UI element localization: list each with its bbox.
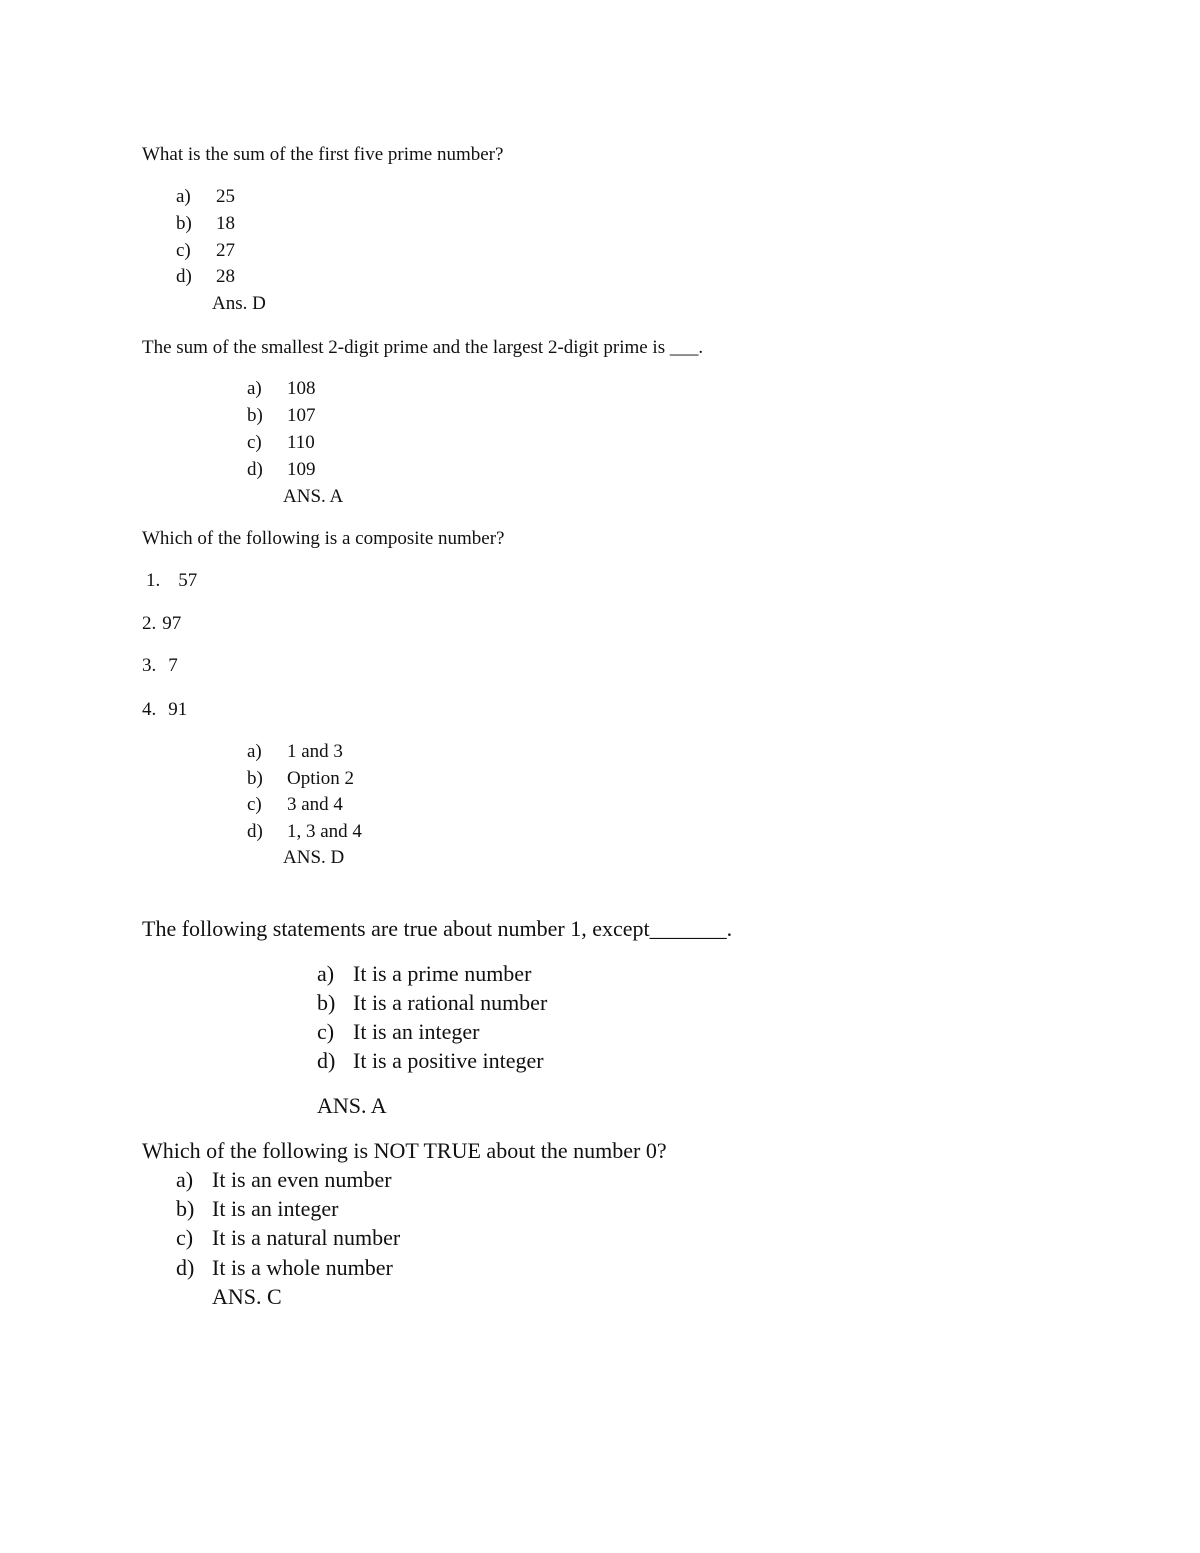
- question-4-option-a: [317, 963, 531, 985]
- option-letter: b): [176, 1196, 195, 1221]
- item-text: 97: [162, 613, 182, 634]
- question-5-text: Which of the following is NOT TRUE about the number 0?: [142, 1138, 667, 1163]
- question-3-option-b: [247, 769, 354, 788]
- option-letter: b): [317, 990, 336, 1015]
- question-4-option-d: [317, 1050, 544, 1072]
- option-letter: d): [317, 1048, 336, 1073]
- option-text: It is a prime number: [353, 961, 532, 986]
- option-letter: b): [247, 405, 263, 426]
- option-text: It is a rational number: [353, 990, 548, 1015]
- option-text: 27: [216, 240, 235, 261]
- question-3-option-a: [247, 742, 343, 761]
- question-3-option-c: [247, 795, 343, 814]
- option-letter: a): [317, 961, 335, 986]
- question-1-answer: Ans. D: [212, 293, 266, 314]
- question-1-text: What is the sum of the first five prime number?: [142, 144, 504, 165]
- option-text: 109: [287, 459, 316, 480]
- question-2-answer: ANS. A: [283, 486, 344, 507]
- item-text: 7: [168, 655, 178, 676]
- option-letter: c): [317, 1019, 335, 1044]
- question-1-option-c: [176, 241, 235, 260]
- option-letter: d): [176, 1255, 195, 1280]
- item-number: 3.: [142, 655, 157, 676]
- option-text: 18: [216, 213, 235, 234]
- option-letter: c): [176, 1225, 194, 1250]
- option-letter: c): [176, 240, 191, 261]
- option-letter: b): [176, 213, 192, 234]
- option-text: 107: [287, 405, 316, 426]
- option-letter: d): [247, 821, 263, 842]
- option-text: It is a positive integer: [353, 1048, 544, 1073]
- option-text: 110: [287, 432, 315, 453]
- item-number: 2.: [142, 613, 157, 634]
- question-5-answer: ANS. C: [212, 1284, 282, 1309]
- option-text: It is a natural number: [212, 1225, 401, 1250]
- item-number: 4.: [142, 699, 157, 720]
- question-5-option-a: [176, 1169, 392, 1191]
- question-3-item-2: [142, 614, 181, 633]
- question-3-item-4: [142, 700, 187, 719]
- question-4-answer: ANS. A: [317, 1093, 387, 1118]
- option-text: 25: [216, 186, 235, 207]
- question-3-item-1: [146, 571, 197, 590]
- question-4-option-c: [317, 1021, 479, 1043]
- question-3-option-d: [247, 822, 362, 841]
- question-5-option-c: [176, 1227, 400, 1249]
- question-2-option-c: [247, 433, 315, 452]
- option-letter: c): [247, 432, 262, 453]
- question-4-text: The following statements are true about number 1, except_______.: [142, 916, 733, 941]
- option-letter: c): [247, 794, 262, 815]
- option-text: 108: [287, 378, 316, 399]
- option-text: Option 2: [287, 768, 355, 789]
- option-letter: a): [176, 186, 191, 207]
- question-1-option-b: [176, 214, 235, 233]
- option-letter: d): [176, 266, 192, 287]
- option-text: It is an integer: [212, 1196, 339, 1221]
- question-4-option-b: [317, 992, 547, 1014]
- question-3-answer: ANS. D: [283, 847, 345, 868]
- option-letter: d): [247, 459, 263, 480]
- question-1-option-a: [176, 187, 235, 206]
- question-2-text: The sum of the smallest 2-digit prime and the largest 2-digit prime is ___.: [142, 337, 704, 358]
- question-3-item-3: [142, 656, 178, 675]
- option-text: 1, 3 and 4: [287, 821, 362, 842]
- question-1-option-d: [176, 267, 235, 286]
- item-text: 57: [178, 570, 198, 591]
- item-text: 91: [168, 699, 188, 720]
- option-text: It is an integer: [353, 1019, 480, 1044]
- question-5-option-b: [176, 1198, 338, 1220]
- option-text: 3 and 4: [287, 794, 343, 815]
- option-text: 28: [216, 266, 235, 287]
- option-text: 1 and 3: [287, 741, 343, 762]
- question-5-option-d: [176, 1257, 393, 1279]
- option-letter: b): [247, 768, 263, 789]
- option-letter: a): [247, 741, 262, 762]
- question-2-option-b: [247, 406, 316, 425]
- option-text: It is a whole number: [212, 1255, 393, 1280]
- option-letter: a): [176, 1167, 194, 1192]
- question-2-option-d: [247, 460, 316, 479]
- option-letter: a): [247, 378, 262, 399]
- question-2-option-a: [247, 379, 316, 398]
- question-3-text: Which of the following is a composite number?: [142, 528, 505, 549]
- option-text: It is an even number: [212, 1167, 392, 1192]
- item-number: 1.: [146, 570, 161, 591]
